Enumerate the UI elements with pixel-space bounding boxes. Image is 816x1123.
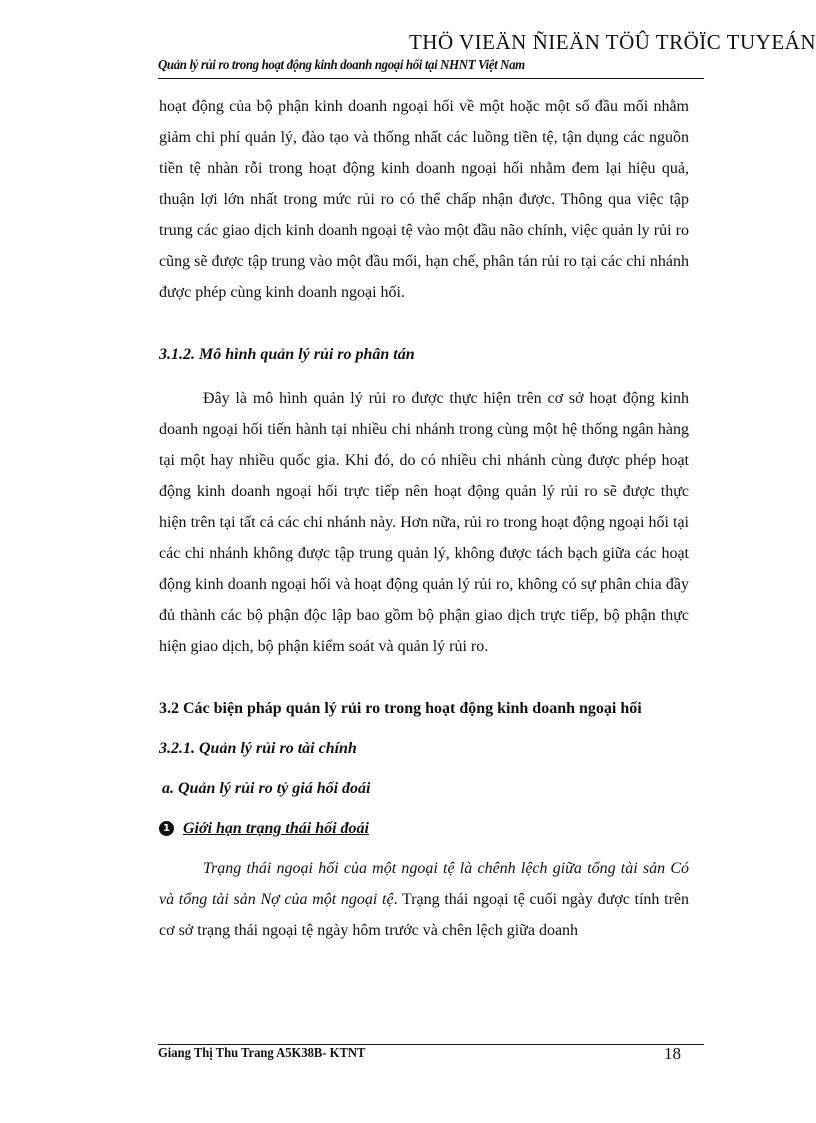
heading-3-2: 3.2 Các biện pháp quản lý rủi ro trong hoạt động kinh doanh ngoại hối xyxy=(159,700,642,717)
footer-author: Giang Thị Thu Trang A5K38B- KTNT xyxy=(158,1046,366,1061)
paragraph-3-continuation: . Trạng thái ngoại tệ cuối ngày được tính trên cơ sở trạng thái ngoại tệ ngày hôm trước và chên lệch giữa doanh xyxy=(159,891,689,939)
body-paragraph-3 xyxy=(159,853,689,946)
numbered-circle-icon: 1 xyxy=(159,821,174,836)
bullet-heading xyxy=(159,813,689,844)
footer-divider xyxy=(158,1044,704,1045)
body-paragraph-1: hoạt động của bộ phận kinh doanh ngoại hối về một hoặc một số đầu mối nhằm giảm chi phí quản lý, đào tạo và thống nhất các luồng tiền tệ, tận dụng các nguồn tiền tệ nhàn rỗi trong hoạt động kinh doanh ngoại hối nhằm đem lại hiệu quả, thuận lợi lớn nhất trong mức rủi ro có thể chấp nhận được. Thông qua việc tập trung các giao dịch kinh doanh ngoại tệ vào một đầu não chính, việc quản ly rủi ro cũng sẽ được tập trung vào một đầu mối, hạn chế, phân tán rủi ro tại các chi nhánh được phép cùng kinh doanh ngoại hối. xyxy=(159,98,689,301)
heading-3-2-1: 3.2.1. Quản lý rủi ro tài chính xyxy=(159,740,357,757)
definition-italic: Trạng thái ngoại hối của một ngoại tệ là chênh lệch giữa tổng tài sản Có và tổng tài sản Nợ của một ngoại tệ xyxy=(159,860,689,908)
body-paragraph-2: Đây là mô hình quản lý rủi ro được thực hiện trên cơ sở hoạt động kinh doanh ngoại hối tiến hành tại nhiều chi nhánh trong cùng một hệ thống ngân hàng tại một hay nhiều quốc gia. Khi đó, do có nhiều chi nhánh cùng được phép hoạt động kinh doanh ngoại hối trực tiếp nên hoạt động quản lý rủi ro sẽ được thực hiện trên tại tất cả các chi nhánh này. Hơn nữa, rủi ro trong hoạt động ngoại hối tại các chi nhánh không được tập trung quản lý, không được tách bạch giữa các hoạt động kinh doanh ngoại hối và hoạt động quản lý rủi ro, không có sự phân chia đầy đủ thành các bộ phận độc lập bao gồm bộ phận giao dịch trực tiếp, bộ phận thực hiện giao dịch, bộ phận kiểm soát và quản lý rủi ro. xyxy=(159,390,689,655)
watermark-text: THÖ VIEÄN ÑIEÄN TÖÛ TRÖÏC TUYEÁN xyxy=(408,30,816,54)
page-body xyxy=(159,91,689,946)
running-header-title: Quản lý rủi ro trong hoạt động kinh doanh ngoại hối tại NHNT Việt Nam xyxy=(158,58,525,73)
heading-3-1-2: 3.1.2. Mô hình quản lý rủi ro phân tán xyxy=(159,346,415,363)
bullet-heading-text: Giới hạn trạng thái hối đoái xyxy=(183,820,369,837)
heading-a: a. Quản lý rủi ro tỷ giá hối đoái xyxy=(162,780,371,797)
page-number: 18 xyxy=(664,1044,681,1063)
header-divider xyxy=(158,78,704,79)
